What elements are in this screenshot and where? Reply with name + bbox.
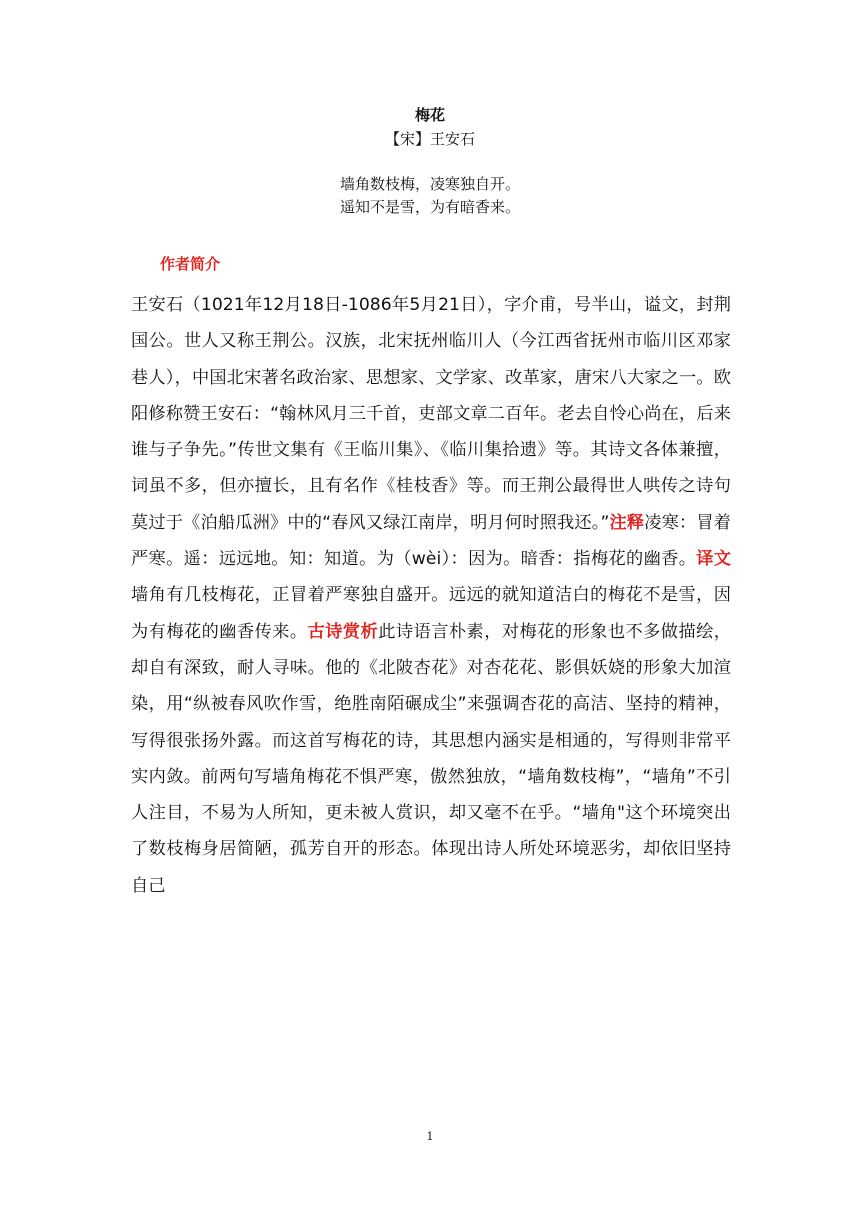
poem-line: 墙角数枝梅，凌寒独自开。: [339, 175, 520, 193]
poem-line: 遥知不是雪，为有暗香来。: [339, 198, 520, 216]
poem-body: [0, 173, 860, 219]
body-paragraph: [131, 287, 731, 904]
section-heading-author-intro: 作者简介: [160, 255, 221, 273]
notes-label: 注释: [609, 512, 645, 533]
appreciation-label: 古诗赏析: [307, 621, 379, 642]
poem-title: 梅花: [414, 106, 445, 124]
translation-label: 译文: [696, 549, 731, 570]
appreciation-text: 此诗语言朴素，对梅花的形象也不多做描绘，却自有深致，耐人寻味。他的《北陂杏花》对杏花花、影俱妖娆的形象大加渲染，用“纵被春风吹作雪，绝胜南陌碾成尘”来强调杏花的高洁、坚持的精神，写得很张扬外露。而这首写梅花的诗，其思想内涵实是相通的，写得则非常平实内敛。前两句写墙角梅花不惧严寒，傲然独放，“墙角数枝梅”，“墙角”不引人注目，不易为人所知，更未被人赏识，却又毫不在乎。“墙角"这个环境突出了数枝梅身居简陋，孤芳自开的形态。体现出诗人所处环境恶劣，却依旧坚持自己: [131, 621, 731, 896]
translation-text: 墙角有几枝梅花，正冒着严寒独自盛开。远远的就知道洁白的梅花不是雪，因为有梅花的幽香传来。: [131, 585, 731, 642]
author-intro-text: 王安石（1021年12月18日-1086年5月21日），字介甫，号半山，谥文，封荆国公。世人又称王荆公。汉族，北宋抚州临川人（今江西省抚州市临川区邓家巷人），中国北宋著名政治家、思想家、文学家、改革家，唐宋八大家之一。欧阳修称赞王安石：“翰林风月三千首，吏部文章二百年。老去自怜心尚在，后来谁与子争先。”传世文集有《王临川集》、《临川集拾遗》等。其诗文各体兼擅，词虽不多，但亦擅长，且有名作《桂枝香》等。而王荆公最得世人哄传之诗句莫过于《泊船瓜洲》中的“春风又绿江南岸，明月何时照我还。”: [131, 295, 731, 533]
page-number: 1: [426, 1130, 434, 1143]
notes-text: 凌寒：冒着严寒。遥：远远地。知：知道。为（wèi）：因为。暗香：指梅花的幽香。: [131, 512, 731, 570]
poem-author: 【宋】王安石: [384, 130, 475, 148]
